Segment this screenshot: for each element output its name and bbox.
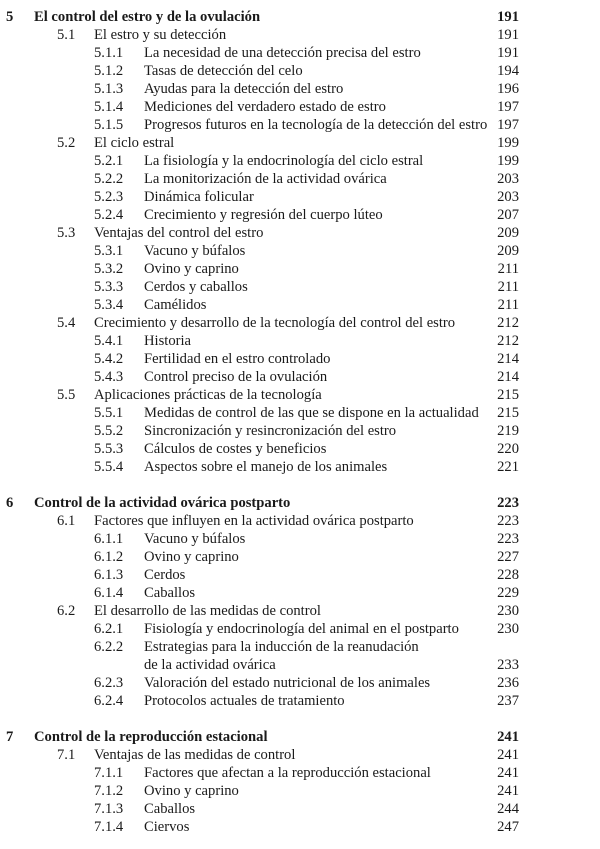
chapter-entry	[0, 728, 600, 746]
entry-number: 7.1.1	[94, 765, 124, 781]
subsection-entry	[0, 782, 600, 800]
entry-title: Factores que influyen en la actividad ovárica postparto	[94, 513, 414, 529]
entry-page: 209	[497, 243, 519, 259]
subsection-entry	[0, 116, 600, 134]
entry-page: 214	[497, 351, 519, 367]
entry-number: 7	[6, 729, 14, 745]
subsection-entry	[0, 188, 600, 206]
entry-page: 241	[497, 729, 519, 745]
subsection-entry	[0, 296, 600, 314]
entry-title: Mediciones del verdadero estado de estro	[144, 99, 386, 115]
entry-page: 241	[497, 747, 519, 763]
entry-number: 5.4.3	[94, 369, 124, 385]
entry-number: 7.1	[57, 747, 76, 763]
subsection-entry	[0, 332, 600, 350]
entry-number: 5.1.2	[94, 63, 124, 79]
entry-number: 7.1.4	[94, 819, 124, 835]
entry-number: 7.1.3	[94, 801, 124, 817]
entry-number: 5.4	[57, 315, 76, 331]
subsection-entry	[0, 278, 600, 296]
entry-title: de la actividad ovárica	[144, 657, 276, 673]
entry-number: 7.1.2	[94, 783, 124, 799]
section-entry	[0, 224, 600, 242]
blank-line	[0, 710, 600, 728]
entry-page: 215	[497, 387, 519, 403]
section-entry	[0, 512, 600, 530]
entry-number: 5.2.4	[94, 207, 124, 223]
subsection-entry	[0, 170, 600, 188]
entry-page: 211	[497, 261, 519, 277]
blank-line	[0, 476, 600, 494]
entry-number: 5.4.1	[94, 333, 124, 349]
entry-number: 5.5.3	[94, 441, 124, 457]
entry-title: Progresos futuros en la tecnología de la detección del estro	[144, 117, 488, 133]
entry-page: 223	[497, 531, 519, 547]
subsection-entry	[0, 692, 600, 710]
chapter-entry	[0, 8, 600, 26]
entry-title: Valoración del estado nutricional de los animales	[144, 675, 431, 691]
entry-number: 5.3.1	[94, 243, 124, 259]
entry-page: 211	[497, 279, 519, 295]
subsection-entry	[0, 458, 600, 476]
entry-number: 5.5.2	[94, 423, 124, 439]
entry-title: Cerdos	[144, 567, 186, 583]
entry-title: Sincronización y resincronización del estro	[144, 423, 397, 439]
entry-page: 191	[497, 27, 519, 43]
entry-number: 6	[6, 495, 14, 511]
entry-title: Vacuno y búfalos	[144, 243, 246, 259]
table-of-contents	[0, 8, 600, 836]
entry-page: 215	[497, 405, 519, 421]
entry-page: 214	[497, 369, 519, 385]
entry-page: 220	[497, 441, 519, 457]
subsection-entry	[0, 260, 600, 278]
subsection-entry	[0, 638, 600, 656]
entry-page: 236	[497, 675, 519, 691]
subsection-entry	[0, 620, 600, 638]
entry-title: Estrategias para la inducción de la reanudación	[144, 639, 419, 655]
entry-page: 191	[497, 9, 519, 25]
entry-page: 197	[497, 99, 519, 115]
entry-title: La monitorización de la actividad ovárica	[144, 171, 387, 187]
entry-page: 223	[497, 495, 519, 511]
subsection-entry	[0, 800, 600, 818]
entry-number: 5.5.4	[94, 459, 124, 475]
entry-number: 5.1.4	[94, 99, 124, 115]
subsection-entry	[0, 62, 600, 80]
subsection-entry	[0, 422, 600, 440]
entry-number: 5.5	[57, 387, 76, 403]
subsection-entry	[0, 818, 600, 836]
entry-title: Ayudas para la detección del estro	[144, 81, 344, 97]
entry-title: El control del estro y de la ovulación	[34, 9, 261, 25]
entry-title: El estro y su detección	[94, 27, 227, 43]
entry-page: 203	[497, 171, 519, 187]
subsection-entry	[0, 674, 600, 692]
entry-number: 6.2.4	[94, 693, 124, 709]
entry-title: Control de la reproducción estacional	[34, 729, 268, 745]
subsection-entry	[0, 440, 600, 458]
entry-title: Fisiología y endocrinología del animal en el postparto	[144, 621, 459, 637]
entry-page: 212	[497, 315, 519, 331]
entry-page: 197	[497, 117, 519, 133]
entry-title: Protocolos actuales de tratamiento	[144, 693, 345, 709]
entry-page: 207	[497, 207, 519, 223]
entry-title: Ventajas del control del estro	[94, 225, 264, 241]
entry-title: Ovino y caprino	[144, 549, 239, 565]
entry-page: 230	[497, 621, 519, 637]
entry-page: 212	[497, 333, 519, 349]
section-entry	[0, 602, 600, 620]
entry-page: 191	[497, 45, 519, 61]
subsection-entry	[0, 764, 600, 782]
section-entry	[0, 386, 600, 404]
entry-title: Ovino y caprino	[144, 261, 239, 277]
entry-page: 221	[497, 459, 519, 475]
entry-number: 6.1	[57, 513, 76, 529]
entry-page: 247	[497, 819, 519, 835]
entry-number: 5.2	[57, 135, 76, 151]
entry-title: Cerdos y caballos	[144, 279, 248, 295]
subsection-entry	[0, 350, 600, 368]
entry-title: La fisiología y la endocrinología del ciclo estral	[144, 153, 424, 169]
entry-title: Camélidos	[144, 297, 207, 313]
entry-page: 223	[497, 513, 519, 529]
entry-number: 6.2.1	[94, 621, 124, 637]
subsection-entry	[0, 548, 600, 566]
entry-page: 203	[497, 189, 519, 205]
entry-page: 196	[497, 81, 519, 97]
entry-title: Ventajas de las medidas de control	[94, 747, 296, 763]
entry-page: 194	[497, 63, 519, 79]
entry-number: 5.3.3	[94, 279, 124, 295]
entry-title: Crecimiento y regresión del cuerpo lúteo	[144, 207, 383, 223]
subsection-entry	[0, 368, 600, 386]
subsection-entry	[0, 206, 600, 224]
section-entry	[0, 746, 600, 764]
entry-page: 219	[497, 423, 519, 439]
subsection-entry	[0, 530, 600, 548]
entry-title: Vacuno y búfalos	[144, 531, 246, 547]
entry-continuation	[0, 656, 600, 674]
entry-page: 228	[497, 567, 519, 583]
entry-number: 6.2.3	[94, 675, 124, 691]
entry-page: 209	[497, 225, 519, 241]
entry-title: Caballos	[144, 585, 196, 601]
subsection-entry	[0, 404, 600, 422]
entry-page: 244	[497, 801, 519, 817]
entry-number: 5.3.4	[94, 297, 124, 313]
entry-page: 211	[497, 297, 519, 313]
entry-number: 5.1.5	[94, 117, 124, 133]
entry-title: La necesidad de una detección precisa del estro	[144, 45, 421, 61]
entry-title: Medidas de control de las que se dispone en la actualidad	[144, 405, 479, 421]
subsection-entry	[0, 566, 600, 584]
entry-title: Aplicaciones prácticas de la tecnología	[94, 387, 322, 403]
subsection-entry	[0, 242, 600, 260]
entry-number: 5.4.2	[94, 351, 124, 367]
entry-title: Aspectos sobre el manejo de los animales	[144, 459, 388, 475]
entry-number: 6.2	[57, 603, 76, 619]
entry-number: 6.1.3	[94, 567, 124, 583]
subsection-entry	[0, 44, 600, 62]
entry-title: Ciervos	[144, 819, 190, 835]
entry-title: Crecimiento y desarrollo de la tecnología del control del estro	[94, 315, 456, 331]
entry-page: 241	[497, 765, 519, 781]
entry-page: 199	[497, 135, 519, 151]
entry-number: 5.1.1	[94, 45, 124, 61]
entry-number: 5.3	[57, 225, 76, 241]
entry-number: 5.3.2	[94, 261, 124, 277]
subsection-entry	[0, 98, 600, 116]
section-entry	[0, 134, 600, 152]
entry-number: 5.1	[57, 27, 76, 43]
subsection-entry	[0, 152, 600, 170]
entry-page: 199	[497, 153, 519, 169]
entry-number: 6.1.2	[94, 549, 124, 565]
entry-page: 237	[497, 693, 519, 709]
subsection-entry	[0, 80, 600, 98]
entry-page: 241	[497, 783, 519, 799]
entry-title: El desarrollo de las medidas de control	[94, 603, 321, 619]
entry-title: Ovino y caprino	[144, 783, 239, 799]
entry-page: 230	[497, 603, 519, 619]
entry-title: Dinámica folicular	[144, 189, 254, 205]
entry-number: 5.2.1	[94, 153, 124, 169]
chapter-entry	[0, 494, 600, 512]
entry-title: Factores que afectan a la reproducción estacional	[144, 765, 431, 781]
entry-number: 5.1.3	[94, 81, 124, 97]
entry-title: Fertilidad en el estro controlado	[144, 351, 331, 367]
entry-page: 227	[497, 549, 519, 565]
subsection-entry	[0, 584, 600, 602]
entry-title: Tasas de detección del celo	[144, 63, 303, 79]
entry-title: Cálculos de costes y beneficios	[144, 441, 327, 457]
entry-number: 5.2.3	[94, 189, 124, 205]
entry-title: El ciclo estral	[94, 135, 175, 151]
entry-title: Caballos	[144, 801, 196, 817]
entry-number: 6.2.2	[94, 639, 124, 655]
entry-page: 229	[497, 585, 519, 601]
entry-title: Control de la actividad ovárica postparto	[34, 495, 291, 511]
entry-page: 233	[497, 657, 519, 673]
entry-number: 6.1.1	[94, 531, 124, 547]
entry-number: 5	[6, 9, 14, 25]
entry-title: Control preciso de la ovulación	[144, 369, 328, 385]
entry-number: 5.2.2	[94, 171, 124, 187]
entry-number: 6.1.4	[94, 585, 124, 601]
entry-title: Historia	[144, 333, 192, 349]
section-entry	[0, 314, 600, 332]
entry-number: 5.5.1	[94, 405, 124, 421]
section-entry	[0, 26, 600, 44]
